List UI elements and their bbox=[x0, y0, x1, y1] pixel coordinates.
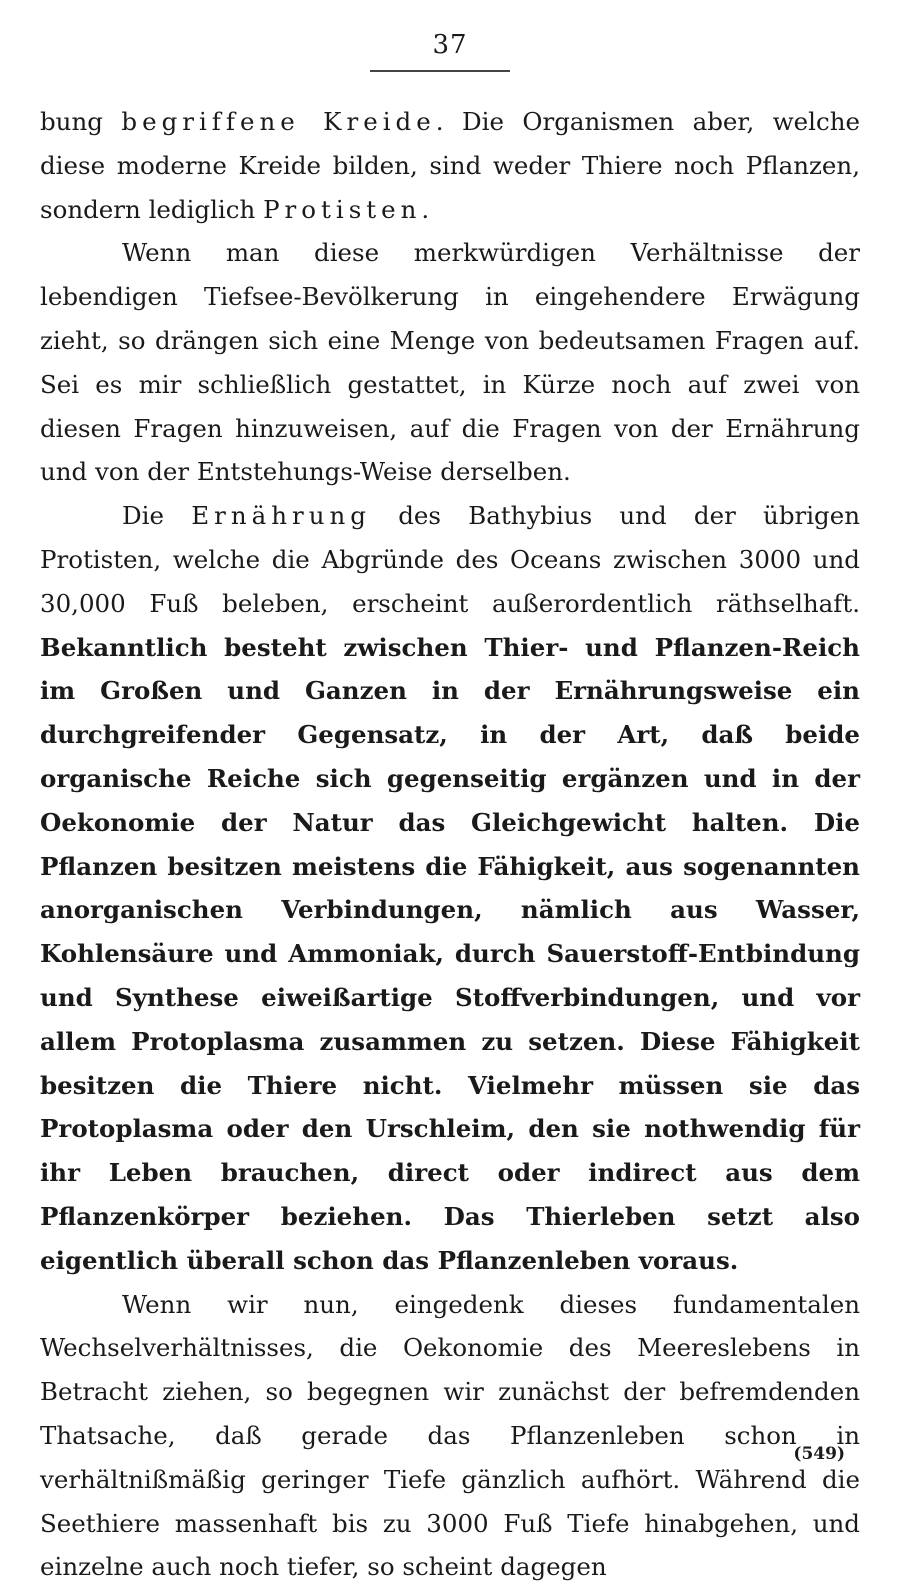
p1-text-e: . bbox=[421, 194, 430, 224]
page-number: 37 bbox=[432, 30, 468, 60]
p3-bold-text: Bekanntlich besteht zwischen Thier- und Pflanzen-Reich im Großen und Ganzen in der Ernährungsweise ein durchgreifender Gegensatz, in der Art, daß beide organische Reiche sich gegenseitig ergänzen und in der Oekonomie der Natur das Gleichgewicht halten. Die Pflanzen besitzen meistens die Fähigkeit, aus sogenannten anorganischen Verbindungen, nämlich aus Wasser, Kohlensäure und Ammoniak, durch Sauerstoff-Entbindung und Synthese eiweißartige Stoffverbindungen, und vor allem Protoplasma zusammen zu setzen. Diese Fähigkeit besitzen die Thiere nicht. Vielmehr müssen sie das Protoplasma oder den Urschleim, den sie nothwendig für ihr Leben brauchen, direct oder indirect aus dem Pflanzenkörper beziehen. Das Thierleben setzt also eigentlich überall schon das Pflanzenleben voraus. bbox=[40, 632, 860, 1275]
header-rule bbox=[370, 70, 510, 72]
signature-mark: (549) bbox=[793, 1444, 845, 1464]
paragraph-3 bbox=[40, 494, 860, 1282]
p3-text-a: Die bbox=[122, 501, 192, 531]
p3-spaced-ernaehrung: Ernährung bbox=[191, 501, 371, 531]
paragraph-1 bbox=[40, 100, 860, 231]
paragraph-4: Wenn wir nun, eingedenk dieses fundamentalen Wechselverhältnisses, die Oekonomie des Meereslebens in Betracht ziehen, so begegnen wir zunächst der befremdenden Thatsache, daß gerade das Pflanzenleben schon in verhältnißmäßig geringer Tiefe gänzlich aufhört. Während die Seethiere massenhaft bis zu 3000 Fuß Tiefe hinabgehen, und einzelne auch noch tiefer, so scheint dagegen bbox=[40, 1289, 860, 1582]
p1-text-a: bung bbox=[40, 107, 122, 136]
body-text bbox=[40, 100, 860, 1589]
p3-text-c: des Bathybius und der übrigen Protisten, welche die Abgründe des Oceans zwischen 3000 und 30,000 Fuß beleben, erscheint außerordentlich räthselhaft. bbox=[40, 501, 861, 618]
p1-spaced-kreide: begriffene Kreide bbox=[121, 107, 436, 136]
p1-text-c: . Die Organismen aber, welche diese moderne Kreide bilden, sind weder Thiere noch Pflanzen, sondern lediglich bbox=[40, 107, 861, 224]
paragraph-2: Wenn man diese merkwürdigen Verhältnisse der lebendigen Tiefsee-Bevölkerung in eingehendere Erwägung zieht, so drängen sich eine Menge von bedeutsamen Fragen auf. Sei es mir schließlich gestattet, in Kürze noch auf zwei von diesen Fragen hinzuweisen, auf die Fragen von der Ernährung und von der Entstehungs-Weise derselben. bbox=[40, 238, 860, 487]
p1-spaced-protisten: Protisten bbox=[263, 194, 422, 224]
